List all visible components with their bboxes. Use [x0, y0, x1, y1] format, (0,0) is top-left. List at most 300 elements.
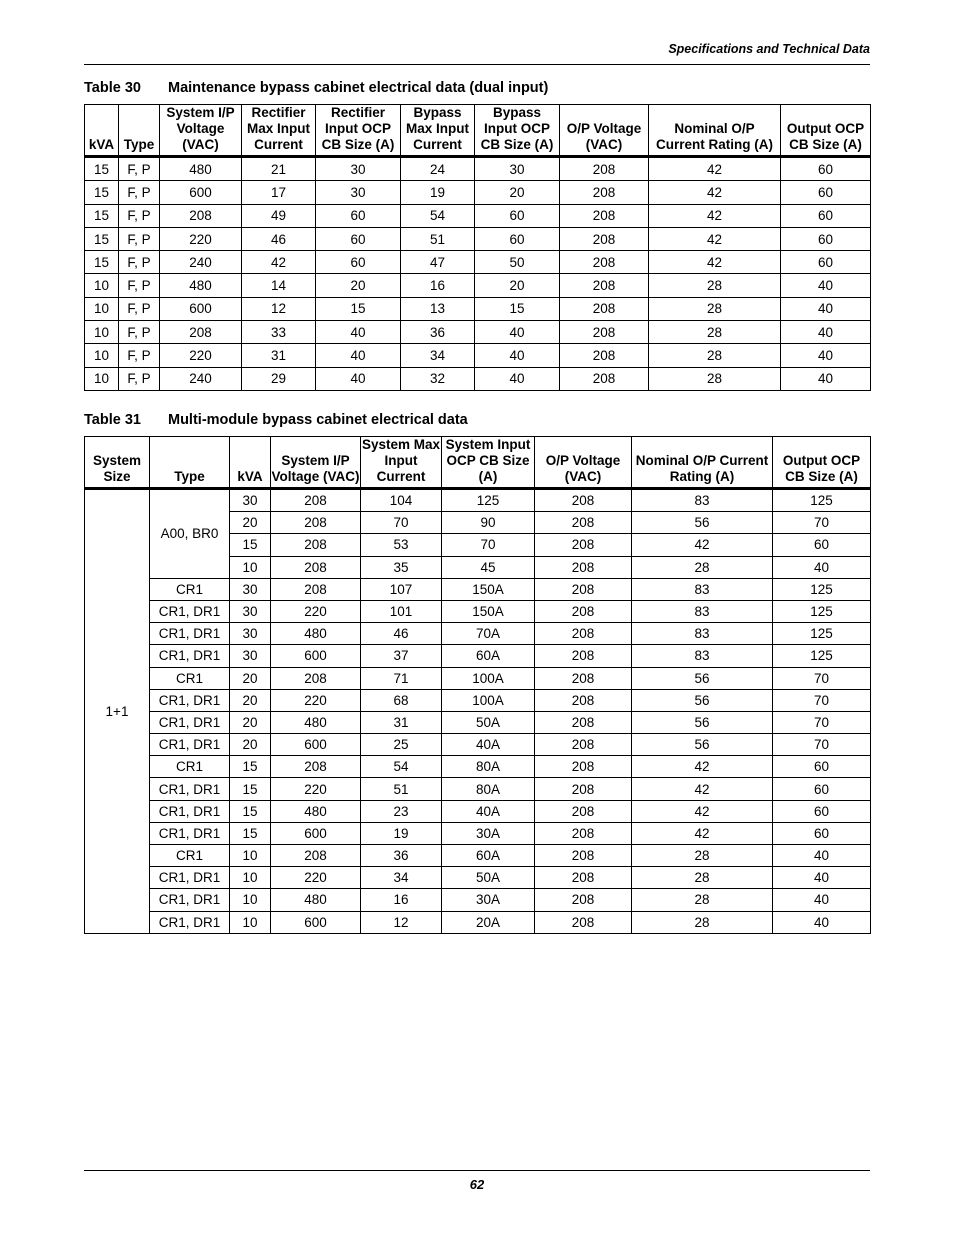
- table30-cell: 15: [85, 227, 119, 250]
- table30-cell: 30: [316, 157, 401, 181]
- table31-cell: 10: [230, 889, 271, 911]
- table31-cell: 20: [230, 689, 271, 711]
- table30-cell: 12: [242, 297, 316, 320]
- table31-cell: 600: [271, 645, 361, 667]
- table31-cell: 40: [773, 845, 871, 867]
- table31-cell: 34: [361, 867, 442, 889]
- table31-cell: 20: [230, 734, 271, 756]
- table31-cell: 30: [230, 623, 271, 645]
- table31-cell: 30A: [442, 822, 535, 844]
- table31-cell: 208: [535, 556, 632, 578]
- table31-cell: 15: [230, 756, 271, 778]
- table31-column-header: Nominal O/P Current Rating (A): [632, 437, 773, 489]
- table31-cell: 28: [632, 556, 773, 578]
- table31-cell: 600: [271, 734, 361, 756]
- header-rule: [84, 64, 870, 65]
- table30-column-header: kVA: [85, 105, 119, 157]
- table31-cell: 600: [271, 822, 361, 844]
- table31-cell: 70: [361, 512, 442, 534]
- table30-cell: 17: [242, 181, 316, 204]
- table30-row: [85, 157, 871, 181]
- table30-cell: 15: [85, 251, 119, 274]
- table31-cell: 208: [535, 600, 632, 622]
- table30-cell: F, P: [119, 251, 160, 274]
- table31-cell: 208: [535, 534, 632, 556]
- table31-cell: CR1, DR1: [150, 600, 230, 622]
- table30-cell: 15: [85, 181, 119, 204]
- table31-cell: 208: [535, 512, 632, 534]
- table31-cell: CR1, DR1: [150, 734, 230, 756]
- table31-cell: 40A: [442, 734, 535, 756]
- table30-column-header: Bypass Input OCP CB Size (A): [475, 105, 560, 157]
- table31-cell: 15: [230, 800, 271, 822]
- table31-cell: 83: [632, 578, 773, 600]
- table31-cell: 40: [773, 911, 871, 933]
- table30-cell: 46: [242, 227, 316, 250]
- table30-cell: 208: [560, 274, 649, 297]
- table30-cell: 30: [475, 157, 560, 181]
- table31-cell: 31: [361, 711, 442, 733]
- table30-cell: 208: [560, 251, 649, 274]
- table31-cell: 125: [773, 645, 871, 667]
- table31-cell: 125: [773, 600, 871, 622]
- table30-cell: 16: [401, 274, 475, 297]
- table30-cell: 208: [160, 321, 242, 344]
- table31-cell: 220: [271, 689, 361, 711]
- table30-cell: 10: [85, 344, 119, 367]
- table31-cell: 480: [271, 711, 361, 733]
- table31-cell: 56: [632, 512, 773, 534]
- table31-cell: 100A: [442, 667, 535, 689]
- table31-cell: 60A: [442, 845, 535, 867]
- table30-cell: 10: [85, 297, 119, 320]
- table31-cell: 208: [535, 711, 632, 733]
- table30-cell: 20: [475, 181, 560, 204]
- table30-column-header: O/P Voltage (VAC): [560, 105, 649, 157]
- table30-cell: 29: [242, 367, 316, 390]
- table31-cell: 60A: [442, 645, 535, 667]
- table31-cell: 36: [361, 845, 442, 867]
- table30-column-header: Rectifier Max Input Current: [242, 105, 316, 157]
- table30-cell: 15: [85, 157, 119, 181]
- table30-cell: 208: [560, 367, 649, 390]
- table30-cell: 34: [401, 344, 475, 367]
- table31-cell: 70: [773, 512, 871, 534]
- table31-cell: 19: [361, 822, 442, 844]
- table31-cell: 60: [773, 822, 871, 844]
- table30-cell: 40: [781, 297, 871, 320]
- page-number: 62: [469, 1177, 485, 1192]
- table31-cell: 56: [632, 689, 773, 711]
- table30-cell: 42: [649, 227, 781, 250]
- table31-cell: 42: [632, 822, 773, 844]
- table30-column-header: Type: [119, 105, 160, 157]
- table30-cell: 60: [781, 181, 871, 204]
- table31-cell: 54: [361, 756, 442, 778]
- table31-cell: 60: [773, 756, 871, 778]
- table31-cell: 208: [535, 689, 632, 711]
- table30-cell: 60: [475, 227, 560, 250]
- table30-column-header: Rectifier Input OCP CB Size (A): [316, 105, 401, 157]
- table31-cell: 101: [361, 600, 442, 622]
- table31-cell: 53: [361, 534, 442, 556]
- table31-cell: 83: [632, 600, 773, 622]
- table30-cell: 42: [649, 181, 781, 204]
- table30-cell: F, P: [119, 344, 160, 367]
- table30-cell: 15: [316, 297, 401, 320]
- table30-row: [85, 367, 871, 390]
- table31-cell: 16: [361, 889, 442, 911]
- table30-cell: 15: [475, 297, 560, 320]
- table31-cell: 208: [535, 911, 632, 933]
- table31-cell: CR1, DR1: [150, 711, 230, 733]
- table30-cell: 60: [781, 251, 871, 274]
- table30-cell: 208: [560, 181, 649, 204]
- table30-cell: 36: [401, 321, 475, 344]
- table31-cell: 70: [773, 711, 871, 733]
- table31-cell: CR1, DR1: [150, 623, 230, 645]
- table31-cell: 42: [632, 778, 773, 800]
- table30-cell: 33: [242, 321, 316, 344]
- table31-cell: 107: [361, 578, 442, 600]
- table31-cell: CR1, DR1: [150, 645, 230, 667]
- table31-cell: 23: [361, 800, 442, 822]
- table30-cell: 220: [160, 227, 242, 250]
- table30-cell: F, P: [119, 227, 160, 250]
- table30-cell: 47: [401, 251, 475, 274]
- table30-cell: 28: [649, 274, 781, 297]
- table30-cell: 50: [475, 251, 560, 274]
- table30-cell: 60: [316, 204, 401, 227]
- table31-cell: 150A: [442, 600, 535, 622]
- table30-cell: 40: [475, 321, 560, 344]
- table31-row: [85, 778, 871, 800]
- table31-cell: 30: [230, 578, 271, 600]
- table31-cell: 28: [632, 867, 773, 889]
- table31-cell: 83: [632, 623, 773, 645]
- table31-cell: 35: [361, 556, 442, 578]
- table31-cell: 220: [271, 867, 361, 889]
- table30-number: Table 30: [84, 80, 141, 96]
- table30-cell: 51: [401, 227, 475, 250]
- table31-column-header: O/P Voltage (VAC): [535, 437, 632, 489]
- table31-cell: 56: [632, 734, 773, 756]
- table30-column-header: Bypass Max Input Current: [401, 105, 475, 157]
- table30-cell: 240: [160, 251, 242, 274]
- table31-row: [85, 711, 871, 733]
- table31-row: [85, 623, 871, 645]
- table31-column-header: System Input OCP CB Size (A): [442, 437, 535, 489]
- table31-cell: 20: [230, 512, 271, 534]
- table30-cell: 20: [316, 274, 401, 297]
- table31-number: Table 31: [84, 412, 141, 428]
- table30-cell: F, P: [119, 204, 160, 227]
- table31-column-header: Output OCP CB Size (A): [773, 437, 871, 489]
- table30-cell: 28: [649, 344, 781, 367]
- table31-cell: 10: [230, 845, 271, 867]
- table31-row: [85, 734, 871, 756]
- table31-column-header: System Max Input Current: [361, 437, 442, 489]
- table30-cell: 54: [401, 204, 475, 227]
- table31-row: [85, 645, 871, 667]
- table30-cell: 42: [242, 251, 316, 274]
- table31-row: [85, 600, 871, 622]
- table30-cell: 28: [649, 321, 781, 344]
- table30-cell: 240: [160, 367, 242, 390]
- table30-row: [85, 181, 871, 204]
- running-header: Specifications and Technical Data: [668, 42, 870, 56]
- table31-cell: 28: [632, 889, 773, 911]
- table30-cell: 20: [475, 274, 560, 297]
- table30-cell: F, P: [119, 321, 160, 344]
- table30-cell: 10: [85, 367, 119, 390]
- table31-row: [85, 845, 871, 867]
- table30-cell: F, P: [119, 274, 160, 297]
- table30-cell: 40: [781, 367, 871, 390]
- table31-cell: 208: [535, 756, 632, 778]
- table30-cell: 60: [316, 251, 401, 274]
- table31-cell: 220: [271, 778, 361, 800]
- table31-cell: 42: [632, 756, 773, 778]
- table31-cell: 30A: [442, 889, 535, 911]
- table30-cell: F, P: [119, 181, 160, 204]
- table31-cell: 10: [230, 867, 271, 889]
- table31-column-header: Type: [150, 437, 230, 489]
- table31-cell: 208: [535, 578, 632, 600]
- table30-row: [85, 204, 871, 227]
- table31-cell: 208: [271, 756, 361, 778]
- table31-cell: 40: [773, 867, 871, 889]
- table31-cell: 208: [535, 867, 632, 889]
- table30-cell: 32: [401, 367, 475, 390]
- table31-cell: 208: [271, 667, 361, 689]
- table30-cell: 600: [160, 297, 242, 320]
- table31-cell: 70: [773, 689, 871, 711]
- table31-header-row: [85, 437, 871, 489]
- table30-column-header: Output OCP CB Size (A): [781, 105, 871, 157]
- table31-cell: 125: [773, 578, 871, 600]
- table30-cell: 10: [85, 274, 119, 297]
- table31-cell: 208: [535, 734, 632, 756]
- table30-cell: 40: [781, 321, 871, 344]
- table31: [84, 436, 871, 934]
- table31-cell: 20: [230, 667, 271, 689]
- table30-cell: 40: [781, 274, 871, 297]
- table31-cell: 208: [535, 778, 632, 800]
- table31-cell: 25: [361, 734, 442, 756]
- table31-cell: 208: [535, 645, 632, 667]
- table31-cell: 208: [535, 623, 632, 645]
- table31-column-header: System Size: [85, 437, 150, 489]
- table31-cell: CR1, DR1: [150, 822, 230, 844]
- table30-cell: 40: [316, 367, 401, 390]
- table30-cell: 220: [160, 344, 242, 367]
- table31-row: [85, 889, 871, 911]
- table30-cell: F, P: [119, 367, 160, 390]
- table31-cell: 600: [271, 911, 361, 933]
- table30-cell: 208: [560, 157, 649, 181]
- table31-cell: 56: [632, 667, 773, 689]
- table31-column-header: System I/P Voltage (VAC): [271, 437, 361, 489]
- table31-title: Multi-module bypass cabinet electrical data: [168, 412, 468, 428]
- table30-cell: 13: [401, 297, 475, 320]
- table31-cell: 30: [230, 489, 271, 512]
- table31-cell: 70: [773, 734, 871, 756]
- table31-cell: 50A: [442, 867, 535, 889]
- table31-cell: CR1: [150, 845, 230, 867]
- table30-cell: 40: [316, 321, 401, 344]
- table31-cell: 40A: [442, 800, 535, 822]
- table31-cell: CR1, DR1: [150, 689, 230, 711]
- table31-cell: 45: [442, 556, 535, 578]
- table31-cell: 125: [442, 489, 535, 512]
- table31-cell: 208: [535, 800, 632, 822]
- table31-row: [85, 667, 871, 689]
- table30-row: [85, 321, 871, 344]
- table30-cell: 40: [316, 344, 401, 367]
- table31-cell: 12: [361, 911, 442, 933]
- table31-cell: 100A: [442, 689, 535, 711]
- table31-cell: 10: [230, 911, 271, 933]
- table30-cell: 24: [401, 157, 475, 181]
- table31-cell: 20A: [442, 911, 535, 933]
- table31-cell: 15: [230, 822, 271, 844]
- table30-row: [85, 227, 871, 250]
- table31-cell: 60: [773, 778, 871, 800]
- table31-cell: 208: [535, 889, 632, 911]
- table30-cell: 60: [781, 157, 871, 181]
- table31-cell: 28: [632, 845, 773, 867]
- table31-cell: 70: [773, 667, 871, 689]
- table31-cell: 80A: [442, 778, 535, 800]
- table31-cell: 83: [632, 645, 773, 667]
- table31-cell: 70: [442, 534, 535, 556]
- table31-type-group-cell: A00, BR0: [150, 489, 230, 579]
- table31-cell: 40: [773, 889, 871, 911]
- table30-cell: 30: [316, 181, 401, 204]
- table30-cell: 208: [560, 297, 649, 320]
- table30-caption: [84, 80, 548, 96]
- table30-column-header: Nominal O/P Current Rating (A): [649, 105, 781, 157]
- table30-cell: F, P: [119, 157, 160, 181]
- table31-row: [85, 756, 871, 778]
- table30-cell: 40: [781, 344, 871, 367]
- table30-cell: 40: [475, 367, 560, 390]
- table30-cell: F, P: [119, 297, 160, 320]
- table31-cell: CR1: [150, 667, 230, 689]
- table31-system-size-cell: 1+1: [85, 489, 150, 934]
- table30-cell: 60: [781, 227, 871, 250]
- table30-cell: 19: [401, 181, 475, 204]
- table31-row: [85, 911, 871, 933]
- table30-cell: 208: [160, 204, 242, 227]
- table31-cell: 28: [632, 911, 773, 933]
- table31-cell: 90: [442, 512, 535, 534]
- table31-row: [85, 867, 871, 889]
- table30-cell: 208: [560, 321, 649, 344]
- table30-cell: 31: [242, 344, 316, 367]
- table31-cell: 71: [361, 667, 442, 689]
- table31-cell: 208: [271, 578, 361, 600]
- table30-cell: 28: [649, 297, 781, 320]
- table30-cell: 42: [649, 251, 781, 274]
- table31-cell: 220: [271, 600, 361, 622]
- table30-title: Maintenance bypass cabinet electrical data (dual input): [168, 80, 549, 96]
- footer-rule: [84, 1170, 870, 1171]
- table31-cell: 208: [535, 845, 632, 867]
- table30-column-header: System I/P Voltage (VAC): [160, 105, 242, 157]
- table30-cell: 21: [242, 157, 316, 181]
- table31-row: [85, 578, 871, 600]
- table30-row: [85, 297, 871, 320]
- table31-cell: 125: [773, 623, 871, 645]
- table31-cell: 30: [230, 645, 271, 667]
- table31-cell: 60: [773, 534, 871, 556]
- table31-cell: 60: [773, 800, 871, 822]
- table31-cell: 10: [230, 556, 271, 578]
- table31-cell: 42: [632, 800, 773, 822]
- table30-cell: 480: [160, 274, 242, 297]
- table31-cell: 30: [230, 600, 271, 622]
- table30-cell: 208: [560, 344, 649, 367]
- table31-cell: CR1, DR1: [150, 889, 230, 911]
- table31-cell: 50A: [442, 711, 535, 733]
- table30-cell: 208: [560, 227, 649, 250]
- table31-cell: 208: [535, 822, 632, 844]
- table31-cell: 125: [773, 489, 871, 512]
- table30-cell: 42: [649, 204, 781, 227]
- table31-cell: 104: [361, 489, 442, 512]
- table31-cell: 208: [271, 845, 361, 867]
- table31-cell: 150A: [442, 578, 535, 600]
- table30-cell: 60: [475, 204, 560, 227]
- table31-cell: 480: [271, 623, 361, 645]
- table31-cell: 208: [271, 534, 361, 556]
- table31-cell: 68: [361, 689, 442, 711]
- table31-cell: 208: [271, 512, 361, 534]
- table31-cell: 83: [632, 489, 773, 512]
- table30-cell: 28: [649, 367, 781, 390]
- table30-cell: 10: [85, 321, 119, 344]
- table31-row: [85, 800, 871, 822]
- table31-row: [85, 489, 871, 512]
- table30-row: [85, 344, 871, 367]
- table31-cell: 40: [773, 556, 871, 578]
- table30: [84, 104, 871, 391]
- table30-cell: 480: [160, 157, 242, 181]
- table31-cell: CR1, DR1: [150, 778, 230, 800]
- table30-row: [85, 274, 871, 297]
- table30-row: [85, 251, 871, 274]
- table31-cell: 37: [361, 645, 442, 667]
- table31-cell: 80A: [442, 756, 535, 778]
- table30-cell: 14: [242, 274, 316, 297]
- table31-cell: 480: [271, 800, 361, 822]
- table31-column-header: kVA: [230, 437, 271, 489]
- table30-cell: 60: [316, 227, 401, 250]
- table31-cell: 208: [535, 489, 632, 512]
- table31-cell: CR1, DR1: [150, 911, 230, 933]
- table31-cell: CR1, DR1: [150, 800, 230, 822]
- table30-header-row: [85, 105, 871, 157]
- table31-cell: 208: [271, 556, 361, 578]
- table30-cell: 15: [85, 204, 119, 227]
- table31-cell: CR1: [150, 578, 230, 600]
- table31-caption: [84, 412, 468, 428]
- table31-cell: 15: [230, 778, 271, 800]
- table31-cell: 480: [271, 889, 361, 911]
- table31-cell: 208: [271, 489, 361, 512]
